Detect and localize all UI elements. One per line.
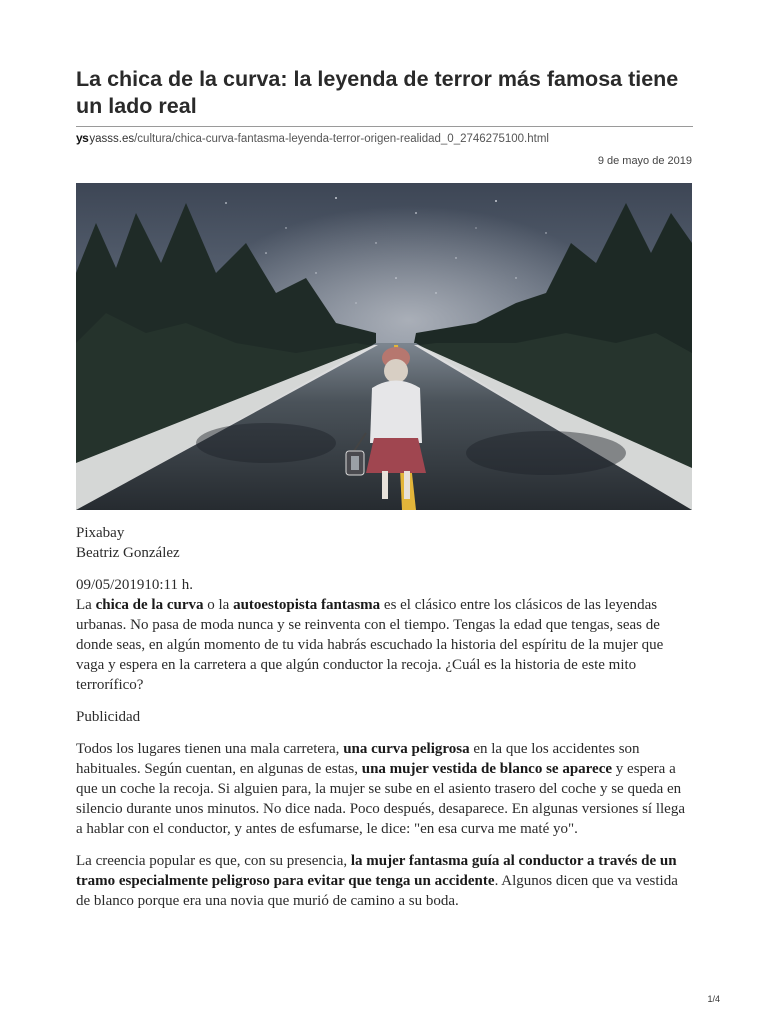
bold-run: una curva peligrosa xyxy=(343,741,470,757)
source-path[interactable]: /cultura/chica-curva-fantasma-leyenda-terror-origen-realidad_0_2746275100.html xyxy=(134,133,549,145)
text-run: es el clásico entre los clásicos de las leyendas urbanas. No pasa de moda nunca y se reinventa con el tiempo. Tengas la edad que tengas, seas de donde seas, en algún momento de tu vida habrás escuchado la historia del espíritu de la mujer que vaga y espera en la carretera a que algún conductor la recoja. ¿Cuál es la historia de este mito terrorífico? xyxy=(76,597,664,693)
text-run: Todos los lugares tienen una mala carretera, xyxy=(76,741,344,757)
text-run: . Algunos dicen que va vestida de blanco porque era una novia que murió de camino a su boda. xyxy=(76,873,678,909)
article-timestamp: 09/05/201910:11 h. xyxy=(76,577,193,593)
text-run: y espera a que un coche la recoja. Si alguien para, la mujer se sube en el asiento trasero del coche y se queda en silencio durante unos minutos. No dice nada. Poco después, desaparece. En algunas versiones sí llega a hablar con el conductor, y antes de esfumarse, le dice: "en esa curva me maté yo". xyxy=(76,761,686,837)
article-body xyxy=(76,523,694,911)
text-run: en la que los accidentes son habituales. Según cuentan, en algunas de estas, xyxy=(76,741,640,777)
bold-run: chica de la curva xyxy=(95,597,204,613)
source-domain[interactable]: yasss.es xyxy=(89,133,135,145)
text-run: o la xyxy=(203,597,234,613)
bold-run: una mujer vestida de blanco se aparece xyxy=(361,761,613,777)
article-title: La chica de la curva: la leyenda de terror más famosa tiene un lado real xyxy=(76,67,679,118)
article-date: 9 de mayo de 2019 xyxy=(597,155,692,167)
bold-run: la mujer fantasma guía al conductor a través de un tramo especialmente peligroso para evitar que tenga un accidente xyxy=(76,853,677,889)
paragraph-3 xyxy=(76,851,694,911)
bold-run: autoestopista fantasma xyxy=(233,597,381,613)
intro-paragraph xyxy=(76,595,694,695)
text-run: La creencia popular es que, con su presencia, xyxy=(76,853,351,869)
page-number: 1/4 xyxy=(707,994,720,1004)
paragraph-2 xyxy=(76,739,694,839)
text-run: La xyxy=(76,597,96,613)
ad-label: Publicidad xyxy=(76,709,141,725)
road-girl-illustration xyxy=(76,183,692,510)
source-logo-icon: ys xyxy=(76,131,89,145)
article-author: Beatriz González xyxy=(76,545,180,561)
hero-image xyxy=(76,183,692,510)
image-credit-source: Pixabay xyxy=(76,525,125,541)
source-line xyxy=(76,131,549,145)
title-divider xyxy=(76,126,693,127)
